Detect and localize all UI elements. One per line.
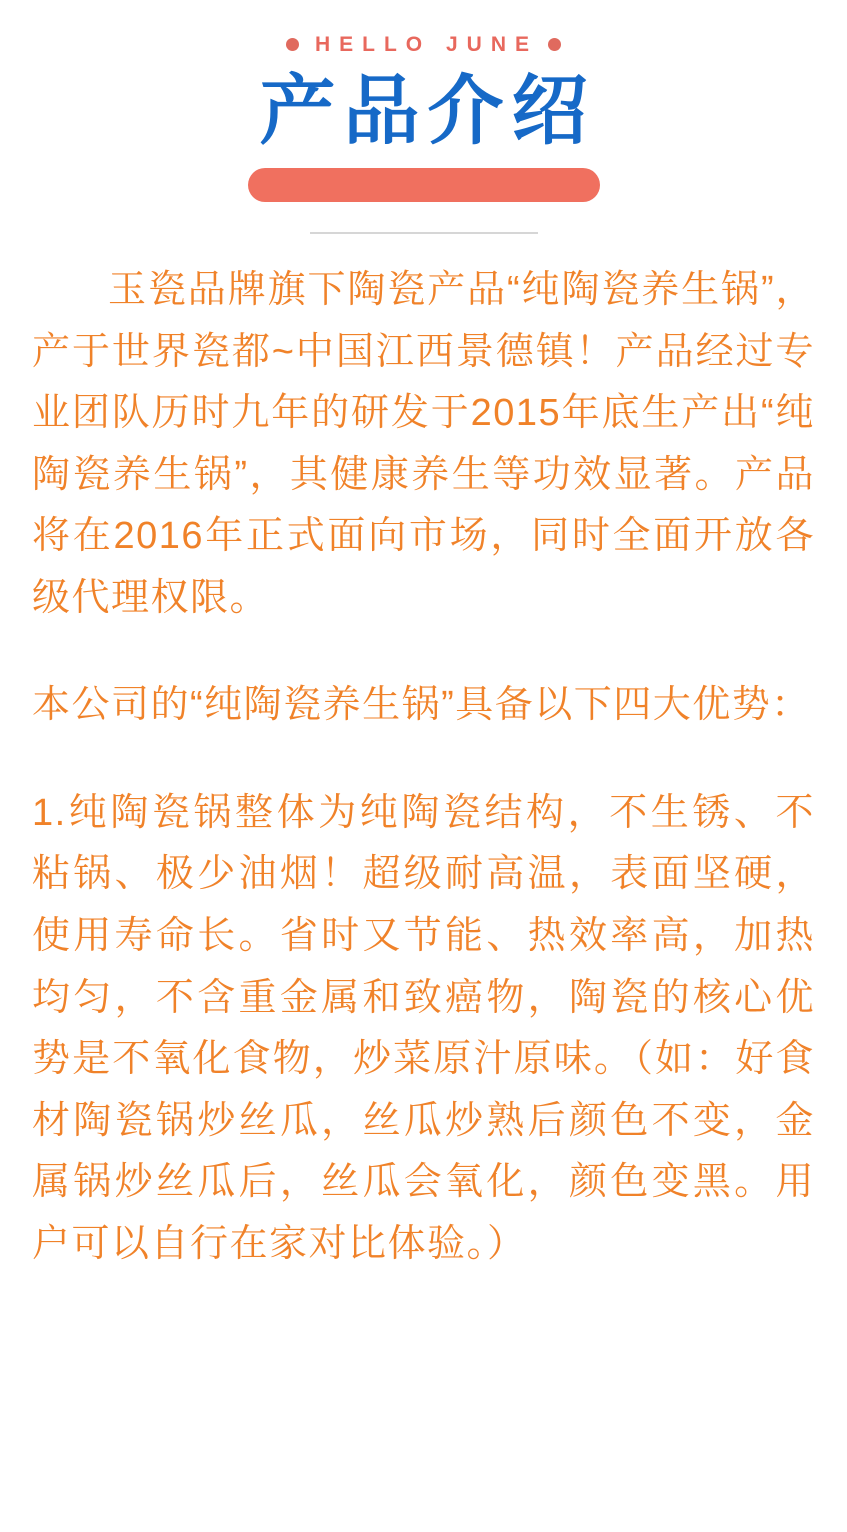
dot-left-icon (286, 38, 299, 51)
body-copy (32, 260, 815, 1275)
page-header (32, 0, 815, 234)
dot-right-icon (548, 38, 561, 51)
paragraph-advantages-lead: 本公司的“纯陶瓷养生锅”具备以下四大优势： (32, 684, 811, 727)
page-title: 产品介绍 (259, 69, 596, 154)
paragraph-intro: 玉瓷品牌旗下陶瓷产品“纯陶瓷养生锅”，产于世界瓷都~中国江西景德镇！产品经过专业团队历时九年的研发于2015年底生产出“纯陶瓷养生锅”，其健康养生等功效显著。产品将在2016年正式面向市场，同时全面开放各级代理权限。 (32, 269, 815, 619)
eyebrow-text: HELLO JUNE (314, 33, 538, 56)
eyebrow-banner (32, 34, 815, 55)
title-underline-bar (248, 168, 600, 202)
paragraph-advantage-1: 1.纯陶瓷锅整体为纯陶瓷结构，不生锈、不粘锅、极少油烟！超级耐高温，表面坚硬，使用寿命长。省时又节能、热效率高，加热均匀，不含重金属和致癌物，陶瓷的核心优势是不氧化食物，炒菜原汁原味。（如：好食材陶瓷锅炒丝瓜，丝瓜炒熟后颜色不变，金属锅炒丝瓜后，丝瓜会氧化，颜色变黑。用户可以自行在家对比体验。） (32, 791, 815, 1265)
title-divider-line (310, 232, 538, 234)
